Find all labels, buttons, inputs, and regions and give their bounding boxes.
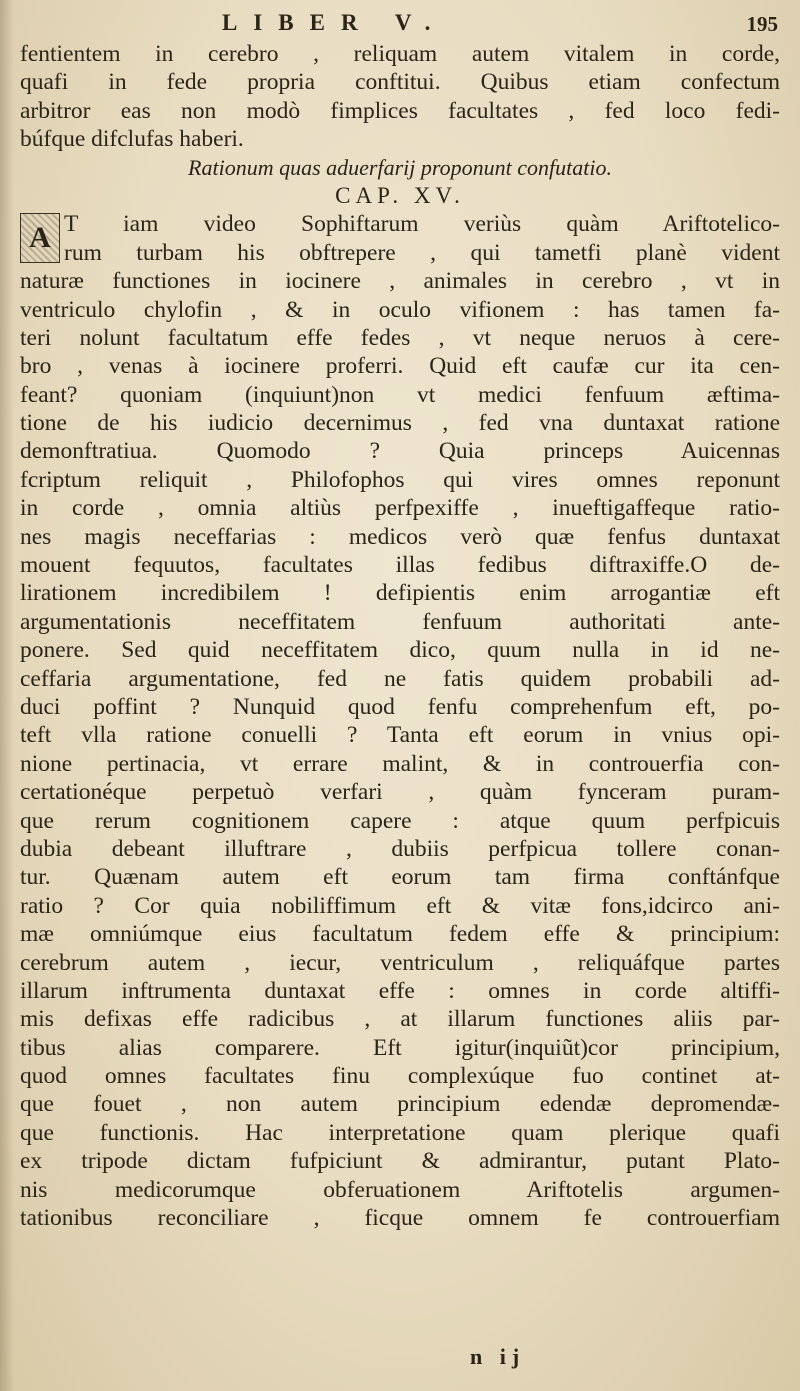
text-line: ex tripode dictam fufpiciunt & admirantur, putant Plato- [20,1148,780,1175]
text-line: mouent fequutos, facultates illas fedibus diftraxiffe.O de- [20,552,780,579]
running-title: LIBER V. [222,10,447,35]
text-line: búfque difclufas haberi. [20,126,244,153]
text-line: nione pertinacia, vt errare malint, & in controuerfia con- [20,750,780,777]
text-line: naturæ functiones in iocinere , animales in cerebro , vt in [20,268,780,295]
decorated-initial [20,213,60,263]
text-line: mæ omniúmque eius facultatum fedem effe & principium: [20,921,780,948]
text-line: lirationem incredibilem ! defipientis enim arrogantiæ eft [20,580,780,607]
text-line: que functionis. Hac interpretatione quam plerique quafi [20,1119,780,1146]
text-line: duci poffint ? Nunquid quod fenfu comprehenfum eft, po- [20,693,780,720]
text-line: cerebrum autem , iecur, ventriculum , reliquáfque partes [20,949,780,976]
text-line: que fouet , non autem principium edendæ depromendæ- [20,1091,780,1118]
text-line: que rerum cognitionem capere : atque quum perfpicuis [20,807,780,834]
text-line: nis medicorumque obferuationem Ariftotelis argumen- [20,1176,780,1203]
text-line: nes magis neceffarias : medicos verò quæ fenfus duntaxat [20,523,780,550]
text-line: argumentationis neceffitatem fenfuum authoritati ante- [20,608,780,635]
text-line: tione de his iudicio decernimus , fed vna duntaxat ratione [20,410,780,437]
text-line: illarum inftrumenta duntaxat effe : omnes in corde altiffi- [20,977,780,1004]
text-line: T iam video Sophiftarum veriùs quàm Ariftotelico- [64,211,780,238]
text-line: certationéque perpetuò verfari , quàm fynceram puram- [20,779,780,806]
text-line: tur. Quænam autem eft eorum tam firma conftánfque [20,864,780,891]
initial-letter: A [29,221,51,255]
text-line: feant? quoniam (inquiunt)non vt medici fenfuum æftima- [20,381,780,408]
text-line: bro , venas à iocinere proferri. Quid eft caufæ cur ita cen- [20,353,780,380]
text-line: quafi in fede propria conftitui. Quibus etiam confectum [20,69,780,96]
text-line: mis defixas effe radicibus , at illarum functiones aliis par- [20,1006,780,1033]
chapter-heading: CAP. XV. [335,182,465,208]
initial-paragraph [20,210,780,267]
text-line: ratio ? Cor quia nobiliffimum eft & vitæ fons,idcirco ani- [20,892,780,919]
running-head [0,8,800,38]
text-line: in corde , omnia altiùs perfpexiffe , inueftigaffeque ratio- [20,495,780,522]
page-number: 195 [746,12,778,36]
text-line: ponere. Sed quid neceffitatem dico, quum nulla in id ne- [20,637,780,664]
text-line: fentientem in cerebro , reliquam autem vitalem in corde, [20,41,780,67]
text-block [20,40,780,1232]
text-line: teri nolunt facultatum effe fedes , vt neque neruos à cere- [20,324,780,351]
text-line: rum turbam his obftrepere , qui tametfi planè vident [64,239,780,266]
text-line: tationibus reconciliare , ficque omnem fe controuerfiam [20,1205,780,1232]
text-line: arbitror eas non modò fimplices facultates , fed loco fedi- [20,97,780,124]
signature-mark: n ij [470,1344,526,1369]
text-line: tibus alias comparere. Eft igitur(inquiũt)cor principium, [20,1034,780,1061]
gutter-shadow [0,0,14,1391]
text-line: ventriculo chylofin , & in oculo vifionem : has tamen fa- [20,296,780,323]
text-line: demonftratiua. Quomodo ? Quia princeps Auicennas [20,438,780,465]
text-line: dubia debeant illuftrare , dubiis perfpicua tollere conan- [20,835,780,862]
text-line: fcriptum reliquit , Philofophos qui vires omnes reponunt [20,466,780,493]
text-line: ceffaria argumentatione, fed ne fatis quidem probabili ad- [20,665,780,692]
text-line: quod omnes facultates finu complexúque fuo continet at- [20,1063,780,1090]
text-line: teft vlla ratione conuelli ? Tanta eft eorum in vnius opi- [20,722,780,749]
section-heading: Rationum quas aduerfarij proponunt confutatio. [188,154,612,180]
